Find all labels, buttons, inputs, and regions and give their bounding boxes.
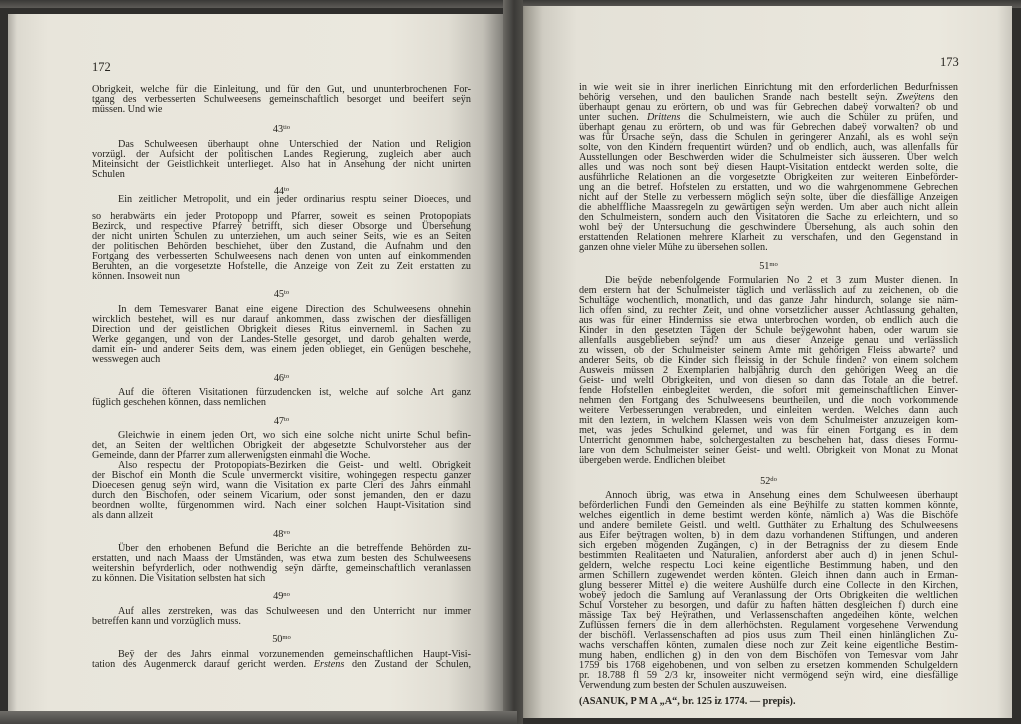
text-line: ung an die betref. Hofstelen zu erstatten, und wo die wahrgenommene Gebrechen xyxy=(579,182,958,193)
text-line: aus Eifer beÿtragen wolten, b) in dem dazu vorhandenen Stiftungen, und anderen xyxy=(579,530,958,541)
section-heading xyxy=(579,260,958,272)
section-suffix: to xyxy=(284,289,290,296)
text-line: weitershin befyrderlich, oder nothwendig seÿn därfte, gemeinschaftlich veranlassen xyxy=(92,563,471,574)
text-line: met, was jedes Schulkind gelernet, und was für einen Fortgang es in dem xyxy=(579,425,958,436)
paragraph xyxy=(92,140,471,180)
text-line: zu können. Die Visitation selbsten hat sich xyxy=(92,573,266,584)
text-segment: die Schulmeistern, wie auch die Schüler zu prüfen, und xyxy=(680,112,958,123)
section-suffix: to xyxy=(284,186,290,193)
section-number: 47 xyxy=(273,416,285,427)
text-line: Beÿ der des Jahrs einmal vorzunemenden gemeinschaftlichen Haupt-Visi- xyxy=(118,649,471,660)
text-line: Verwendung zum besten der Schulen auszuweisen. xyxy=(579,680,787,691)
text-line: wesswegen auch xyxy=(92,354,161,365)
text-line: übergeben werde. Endlichen bleibet xyxy=(579,455,726,466)
text-line: Auf alles zerstreken, was das Schulweesen und den Unterricht nur immer xyxy=(118,606,471,617)
italic-word: Erstens xyxy=(313,659,345,670)
text-line: Miteinsicht der Geistlichkeit unterlieget. Also hat in Ansehung der nicht unirten xyxy=(92,159,471,170)
section-heading xyxy=(579,475,958,487)
paragraph xyxy=(579,491,958,691)
text-line: beordnen wollte, fürgenommen wird. Nach einer solchen Haupt-Visitation sind xyxy=(92,500,471,511)
text-line: so herabwärts ein jeder Protopopp und Pfarrer, soweit es seinen Protopopiats xyxy=(92,211,471,222)
text-line: müssen. Und wie xyxy=(92,104,163,115)
section-suffix: do xyxy=(770,476,777,483)
text-line: pr. 18.788 fl 59 2/3 kr, insoweiter nicht vermögend seÿn wird, eine diesfällige xyxy=(579,670,958,681)
text-line: den Schulmeistern, sondern auch den Visitatoren die Sache zu erleichtern, und so xyxy=(579,212,958,223)
text-line: Annoch übrig, was etwa in Ansehung eines dem Schulweesen überhaupt xyxy=(605,490,958,501)
text-line: Ausweis müssen 2 Exemplarien halbjährig durch den gehörigen Weeg an die xyxy=(579,365,958,376)
section-number: 45 xyxy=(273,289,285,300)
text-line: geldern, welche respectu Loci keine eigentliche Bestimmung haben, und den xyxy=(579,560,958,571)
text-line: der bischöfl. Verlassenschaften ad pios usus zum Theil einen hinlänglichen Zu- xyxy=(579,630,958,641)
text-line: alles und was noch sont beÿ diesen Haupt-Visitation entdeckt werden solte, die xyxy=(579,162,958,173)
text-line: wohl beÿ der Untersuchung die geschwindere Übersehung, als auch sohin den xyxy=(579,222,958,233)
paragraph xyxy=(579,83,958,253)
text-line: In dem Temesvarer Banat eine eigene Direction des Schulweesens ohnehin xyxy=(118,304,471,315)
text-line xyxy=(92,660,471,670)
text-line: zu wissen, ob der Schulmeister seinem Amte mit gehörigen Fleiss abwarte? und xyxy=(579,345,958,356)
text-line: beförderlichen Fundi den Gemeinden als eine Beÿhilfe zu statten kommen könnte, xyxy=(579,500,958,511)
paragraph xyxy=(92,650,471,670)
text-line: Schul Vorsteher zu besorgen, und dafür zu haften hätten desgleichen f) durch eine xyxy=(579,600,958,611)
text-line: solte, von den Kindern frequentirt würden? und ob endlich, auch, was allenfalls für xyxy=(579,142,958,153)
text-line: mit den leztern, in welchem Klassen weis von dem Schulmeister anzuzeigen kom- xyxy=(579,415,958,426)
section-heading xyxy=(92,590,471,602)
text-line: erstatten, und nach Maass der Umständen, was etwa zum besten des Schulweesens xyxy=(92,553,471,564)
text-line: Zuflüssen ferners die in dem allerhöchsten. Regulament vorgesehene Verwendung xyxy=(579,620,958,631)
text-line: wachs verschaffen könten, zumalen diese noch zur Zeit keine eigentliche Bestim- xyxy=(579,640,958,651)
text-line: betreffen kann und vorzüglich muss. xyxy=(92,616,241,627)
text-line: durch den Bischofen, oder seinem Vicarium, oder sonst jemanden, den er dazu xyxy=(92,490,471,501)
text-line: Gleichwie in einem jeden Ort, wo sich eine solche nicht unirte Schul befin- xyxy=(118,430,471,441)
section-number: 43 xyxy=(272,124,284,135)
text-line: Gemeinde, dann der Pfarrer zum allerwenigsten einmahl die Woche. xyxy=(92,450,371,461)
text-line: lich offen sind, zu rechter Zeit, und ohne vorsetzlicher ausser Achtlassung gehalten, xyxy=(579,305,958,316)
archival-source-citation: (ASANUK, P M A „A“, br. 125 iz 1774. — prepis). xyxy=(579,696,796,707)
section-heading xyxy=(92,372,471,384)
section-number: 44 xyxy=(273,186,285,197)
text-line: Unterricht genommen habe, solchergestalten zu beschehen hat, dass dieses Formu- xyxy=(579,435,958,446)
text-segment: den xyxy=(934,92,958,103)
section-suffix: mo xyxy=(282,634,291,641)
paragraph xyxy=(92,607,471,627)
text-line: 1759 bis 1768 eigehobenen, und von selben zu ersetzen kommenden Schulgeldern xyxy=(579,660,958,671)
section-number: 52 xyxy=(760,476,771,487)
section-heading xyxy=(92,528,471,540)
text-line: Schultäge wochentlich, monatlich, und das ganze Jahr hindurch, solange sie näm- xyxy=(579,295,958,306)
text-line: mässige Tax beÿ Heÿrathen, und Verlassenschaften angedeihen könte, welchen xyxy=(579,610,958,621)
section-number: 48 xyxy=(273,529,284,540)
text-segment: unter suchen. xyxy=(579,112,647,123)
page-number: 173 xyxy=(940,55,959,69)
text-line: dem erstern hat der Schulmeister täglich und verlässlich auf zu zeichenen, ob die xyxy=(579,285,958,296)
text-line: füglich geschehen können, dass nemlichen xyxy=(92,397,266,408)
section-number: 46 xyxy=(273,373,285,384)
section-heading xyxy=(92,415,471,427)
text-line: Bezirck, und respective Pfarreÿ betrifft, sich dieser Obsorge und Übersehung xyxy=(92,221,471,232)
text-line: glung besserer Mittel e) die weitere Aushülfe durch eine Collecte in den Kirchen, xyxy=(579,580,958,591)
section-heading xyxy=(92,633,471,645)
section-number: 49 xyxy=(273,591,284,602)
text-line: die abhelffliche Maassregeln zu gewärtigen seÿn werden. Um aber auch nicht allein xyxy=(579,202,958,213)
section-suffix: to xyxy=(284,373,290,380)
text-line: überhapt genau zu erörtern, ob und was für Gebrechen dabeÿ vorwalten? ob und xyxy=(579,122,958,133)
text-line: Die beÿde nebenfolgende Formularien No 2 et 3 zum Muster dienen. In xyxy=(605,275,958,286)
text-line: Das Schulweesen überhaupt ohne Unterschied der Nation und Religion xyxy=(118,139,471,150)
text-line: der politischen Behörden beschiehet, über den Zustand, die Aufnahm und den xyxy=(92,241,471,252)
text-line: in wie weit sie in ihrer inerlichen Einrichtung mit den erforderlichen Bedurfnissen xyxy=(579,82,958,93)
text-line: als dann allzeit xyxy=(92,510,154,521)
section-heading xyxy=(92,123,471,135)
text-segment: behörig versehen, und den baulichen Srande nach bestellt seÿn. xyxy=(579,92,897,103)
text-line: der Bischof ein Month die Scule unvermerckt visitire, wohingegen respectu ganzer xyxy=(92,470,471,481)
text-line: Dioecesen genug seÿn wird, wann die Visitation ex parte Cleri des Jahrs einmahl xyxy=(92,480,471,491)
text-line: Fortgang des verbesserten Schulweesens nach denen von unten auf einkommenden xyxy=(92,251,471,262)
text-line: erstattenden Relationen mehrere Klarheit zu verschafen, und den Gegenstand in xyxy=(579,232,958,243)
section-suffix: mo xyxy=(769,261,778,268)
text-line: det, an Seiten der weltlichen Obrigkeit der abgesetzte Schulvorsteher aus der xyxy=(92,440,471,451)
text-line: ausführliche Relationen an die vorgesetzte Obrigkeiten zur weiteren Einbeförder- xyxy=(579,172,958,183)
text-line: wobeÿ jedoch die Samlung auf Veranlassung der Orts Obrigkeiten die weltlichen xyxy=(579,590,958,601)
text-line: Ausstellungen oder Beschwerden wider die Schulmeister sich äusseren. Über welch xyxy=(579,152,958,163)
text-line: überhaupt genau zu erörtern, ob und was für Gebrechen dabeÿ vorwalten? ob und xyxy=(579,102,958,113)
text-segment: tation des Augenmerck darauf gericht werden. xyxy=(92,659,314,670)
section-suffix: to xyxy=(284,416,290,423)
text-line: der nicht unirten Schulen zu unterziehen, um auch seiner Seits, wie es an Seiten xyxy=(92,231,471,242)
text-line: Geist- und weltl Obrigkeiten, und von diesen so dann das Totale an die betref. xyxy=(579,375,958,386)
paragraph xyxy=(92,305,471,365)
paragraph xyxy=(92,195,471,282)
text-line: Kinder in den gesetzten Tägen der Schule beÿgewohnt haben, oder warum sie xyxy=(579,325,958,336)
page-number: 172 xyxy=(92,60,111,74)
text-line: vorzügl. der Aufsicht der politischen Landes Regierung, zugleich aber auch xyxy=(92,149,471,160)
section-suffix: vo xyxy=(283,529,290,536)
text-line: Auf die öfteren Visitationen fürzudencken ist, welche auf solche Art ganz xyxy=(118,387,471,398)
text-line: können. Insoweit nun xyxy=(92,271,180,282)
text-line: damit ein- und anderer Seits dem, was einem jeden oblieget, ein Genügen beschehe, xyxy=(92,344,471,355)
section-heading xyxy=(92,288,471,300)
text-line: Schulen xyxy=(92,169,125,180)
italic-word: Zweÿtens xyxy=(896,92,935,103)
italic-word: Drittens xyxy=(646,112,681,123)
text-line: Also respectu der Protopopiats-Bezirken die Geist- und weltl. Obrigkeit xyxy=(118,460,471,471)
text-line: anderer Seits, ob die Kinder sich fleissig in der Schule finden? von einem solchem xyxy=(579,355,958,366)
gutter-shadow xyxy=(503,0,523,724)
text-line: tgang des verbesserten Schulweesens gemeinschaftlich besorget und beeifert seÿn xyxy=(92,94,471,105)
text-line: nehmen den Fortgang des Schulweesens beurtheilen, und die noch vorkommende xyxy=(579,395,958,406)
paragraph xyxy=(92,544,471,584)
text-line: nicht auf der Stelle zu verbessern möglich seÿn solte, über die diesfällige Anzeigen xyxy=(579,192,958,203)
text-line: Beruhten, an die vorgesetzte Hofstelle, die Anzeige von Zeit zu Zeit erstatten zu xyxy=(92,261,471,272)
text-line: welches eigentlich in deme bestimt werden könte, nämlich a) Was die Bischöfe xyxy=(579,510,958,521)
text-line: aus was für einer Hinderniss sie etwa unterbrochen worden, ob endlich auch die xyxy=(579,315,958,326)
text-line: weitere Verbesserungen verabreden, und einleiten werden. Welches dann auch xyxy=(579,405,958,416)
scan-bottom-edge xyxy=(0,711,517,724)
text-line: ganzen ohne vieler Mühe zu übersehen sollen. xyxy=(579,242,768,253)
paragraph xyxy=(92,388,471,408)
paragraph xyxy=(92,461,471,521)
text-line: Obrigkeit, welche für die Einleitung, und für den Gut, und ununterbrochenen For- xyxy=(92,84,471,95)
text-line: mung haben, endlichen g) in den von dem Bischöfen von Temesvar vom Jahr xyxy=(579,650,958,661)
paragraph xyxy=(579,276,958,466)
text-line: Über den erhobenen Befund die Berichte an die betreffende Behörden zu- xyxy=(118,543,471,554)
paragraph xyxy=(92,85,471,115)
text-line: wircklich bestehet, will es nur darauf ankommen, dass zwischen der diesfälligen xyxy=(92,314,471,325)
text-line: was für Ursache seÿn, dass die Schulen in geringerer Anzahl, als es wohl seÿn xyxy=(579,132,958,143)
text-line: und andere bemilete Geistl. und weltl. Gutthäter zu Erhaltung des Schulweesens xyxy=(579,520,958,531)
text-line: allenfalls ausgeblieben seÿnd? um aus dieser Anzeige genau und verlässlich xyxy=(579,335,958,346)
text-line: lare von dem Schulmeister seiner Geist- und weltl. Obrigkeit von Monat zu Monat xyxy=(579,445,958,456)
text-line: Werke gegangen, und von der Landes-Stelle gesorget, und darob gehalten werde, xyxy=(92,334,471,345)
section-number: 50 xyxy=(272,634,283,645)
text-line: armen Schillern zugewendet werden könten. Gleich ihnen dann auch in Erman- xyxy=(579,570,958,581)
text-line: sich ergeben mögenden Zugängen, c) in der Betragniss der zu diesem Ende xyxy=(579,540,958,551)
text-segment: den Zustand der Schulen, xyxy=(344,659,471,670)
section-suffix: no xyxy=(283,591,290,598)
text-line: Direction und der geistlichen Obrigkeit dieses Ritus einverneml. in Sachen zu xyxy=(92,324,471,335)
section-suffix: tio xyxy=(283,124,291,131)
paragraph xyxy=(92,431,471,461)
text-line: bestimmten Realitaeten und Naturalien, anforderst aber auch d) in jenen Schul- xyxy=(579,550,958,561)
text-line: Ein zeitlicher Metropolit, und ein jeder ordinarius resptu seiner Dioeces, und xyxy=(118,194,471,205)
text-line: fende Hofstellen einbegleitet werden, die sofort mit gemeinschaftlichen Einver- xyxy=(579,385,958,396)
section-number: 51 xyxy=(759,261,770,272)
